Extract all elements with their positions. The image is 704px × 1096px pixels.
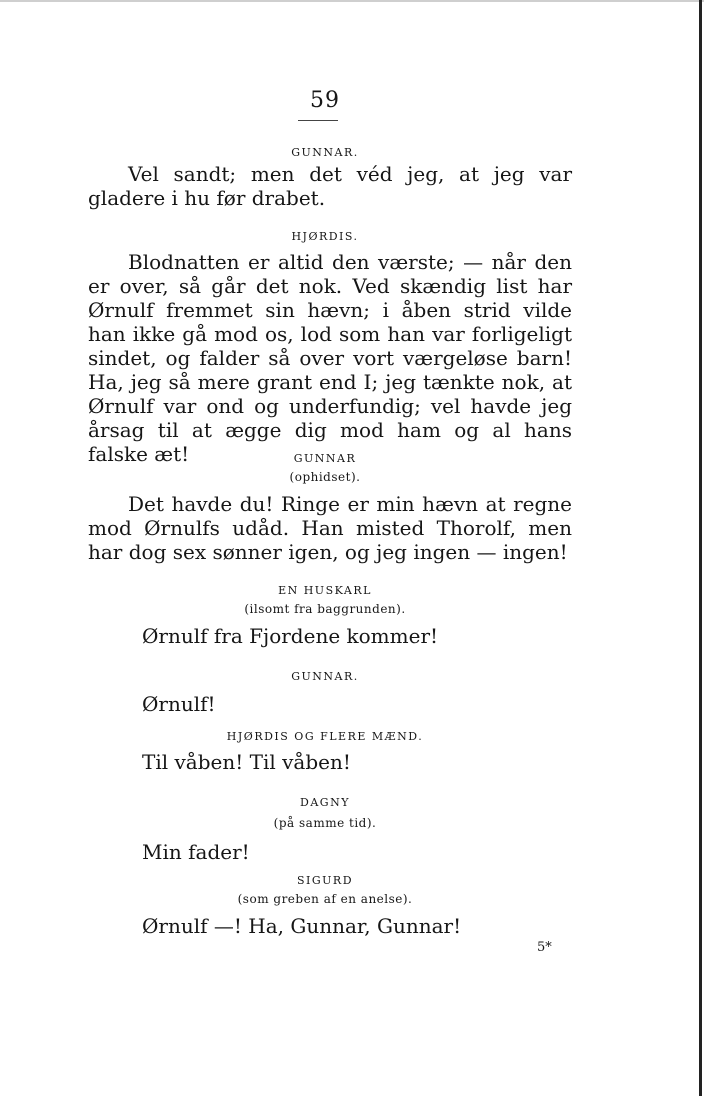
page-number-rule [298,120,338,121]
speech-text: Ørnulf fra Fjordene kommer! [142,624,439,648]
speaker-name: HJØRDIS OG FLERE MÆND. [226,730,424,743]
speaker-name: GUNNAR. [291,670,359,683]
page-number: 59 [310,88,340,113]
stage-direction: (som greben af en anelse). [237,892,413,906]
stage-direction: (ophidset). [289,470,361,484]
printer-signature: 5* [537,940,552,955]
page-right-edge [699,0,702,1096]
speech-text: Til våben! Til våben! [142,750,351,774]
speaker-name: GUNNAR. [291,146,359,159]
speaker-name: HJØRDIS. [291,230,359,243]
speaker-name: GUNNAR [293,452,357,465]
speaker-name: EN HUSKARL [278,584,372,597]
speaker-name: SIGURD [296,874,354,887]
speech-text: Blodnatten er altid den værste; — når den er over, så går det nok. Ved skændig list har Ørnulf fremmet sin hævn; i åben strid vilde han ikke gå mod os, lod som han var forligeligt sindet, og falder så over vort værgeløse barn! Ha, jeg så mere grant end I; jeg tænkte nok, at Ørnulf var ond og underfundig; vel havde jeg årsag til at ægge dig mod ham og al hans falske æt! [88,250,572,466]
stage-direction: (ilsomt fra baggrunden). [244,602,406,616]
speech-text: Vel sandt; men det véd jeg, at jeg var gladere i hu før drabet. [88,162,572,210]
page-top-edge [0,0,704,2]
speech-text: Ørnulf —! Ha, Gunnar, Gunnar! [142,914,462,938]
speaker-name: DAGNY [300,796,350,809]
stage-direction: (på samme tid). [273,816,377,830]
speech-text: Ørnulf! [142,692,216,716]
speech-text: Min fader! [142,840,250,864]
speech-text: Det havde du! Ringe er min hævn at regne mod Ørnulfs udåd. Han misted Thorolf, men har dog sex sønner igen, og jeg ingen — ingen! [88,492,572,564]
